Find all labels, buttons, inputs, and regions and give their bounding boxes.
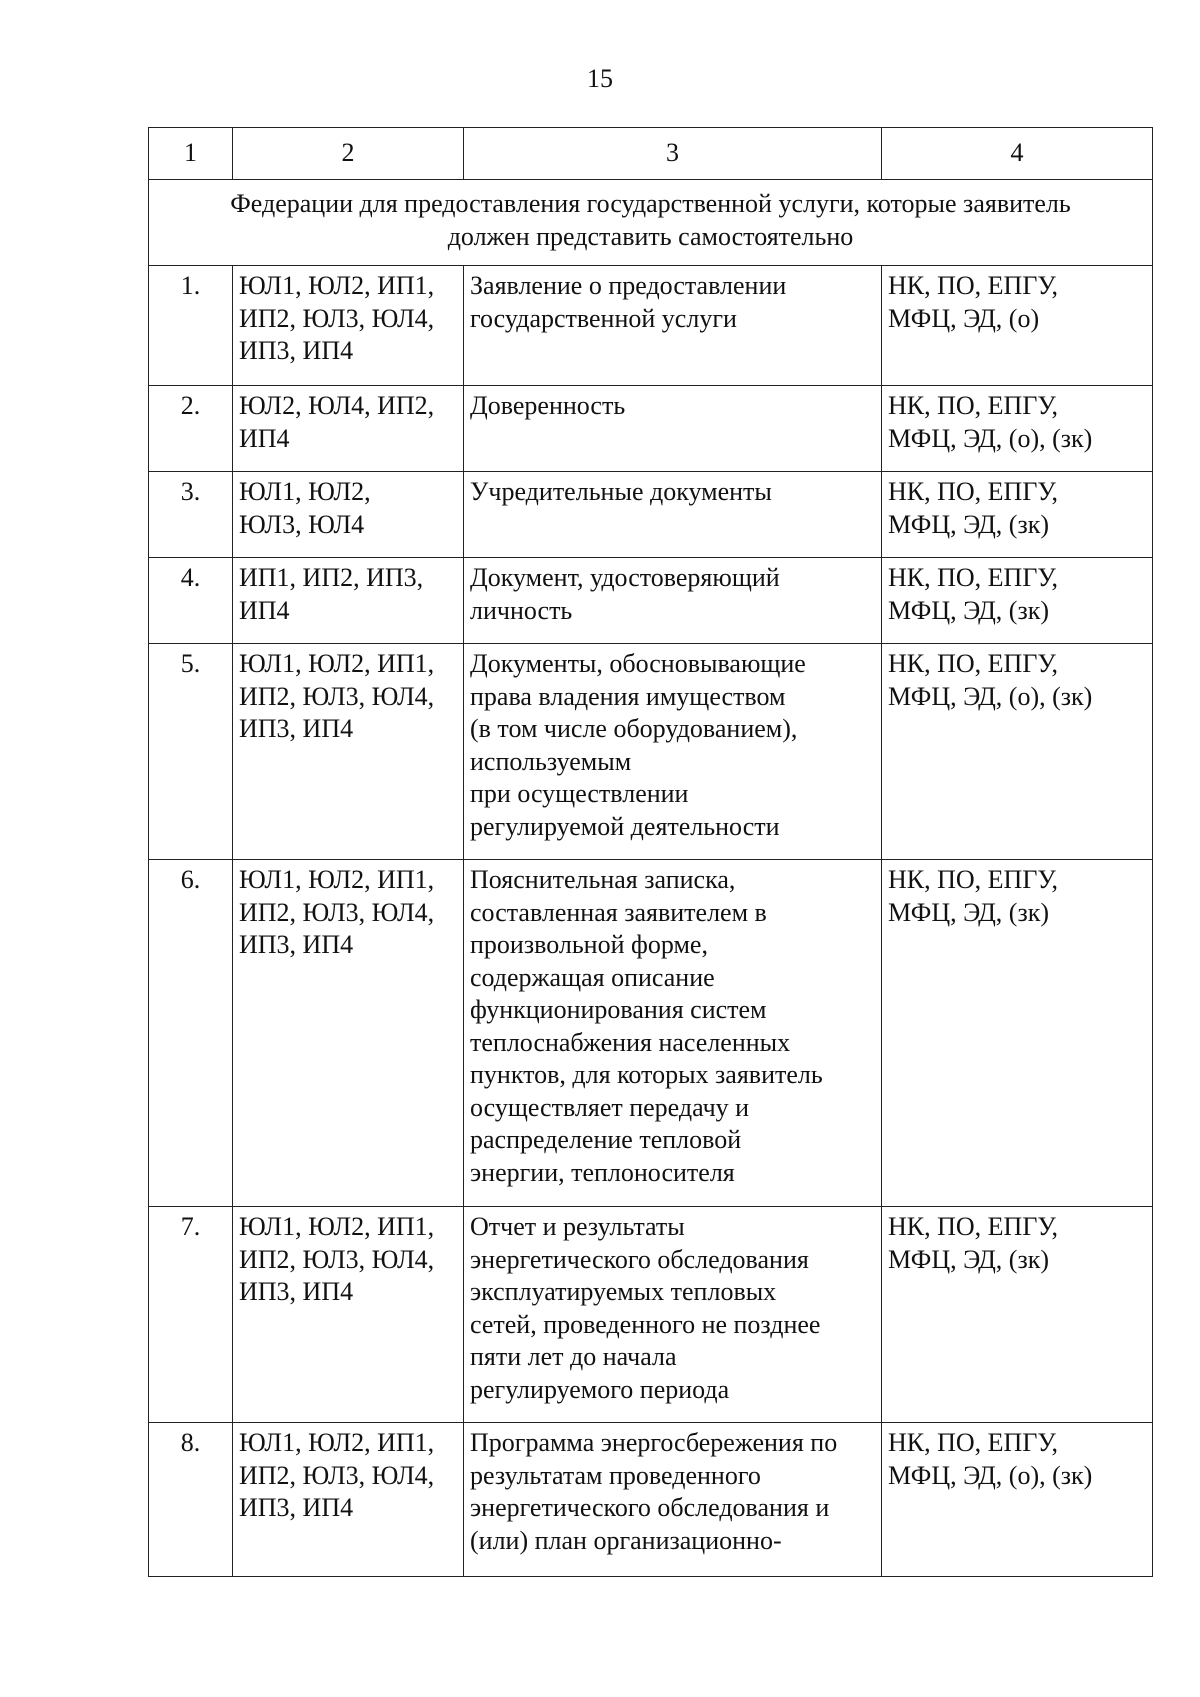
section-heading-row: [149, 180, 1153, 266]
table-row: [149, 644, 1153, 860]
applicant-categories: ИП1, ИП2, ИП3, ИП4: [233, 558, 464, 644]
table-row: [149, 860, 1153, 1207]
column-number-row: [149, 128, 1153, 180]
submission-methods: НК, ПО, ЕПГУ, МФЦ, ЭД, (о), (зк): [882, 386, 1153, 472]
row-number: 1.: [149, 266, 233, 386]
document-name: Программа энергосбережения по результатам проведенного энергетического обследования и (или) план организационно-: [464, 1423, 882, 1577]
document-name: Пояснительная записка, составленная заявителем в произвольной форме, содержащая описание функционирования систем теплоснабжения населенных пунктов, для которых заявитель осуществляет передачу и распределение тепловой энергии, теплоносителя: [464, 860, 882, 1207]
submission-methods: НК, ПО, ЕПГУ, МФЦ, ЭД, (зк): [882, 860, 1153, 1207]
applicant-categories: ЮЛ1, ЮЛ2, ИП1, ИП2, ЮЛ3, ЮЛ4, ИП3, ИП4: [233, 644, 464, 860]
row-number: 2.: [149, 386, 233, 472]
submission-methods: НК, ПО, ЕПГУ, МФЦ, ЭД, (зк): [882, 558, 1153, 644]
applicant-categories: ЮЛ1, ЮЛ2, ЮЛ3, ЮЛ4: [233, 472, 464, 558]
column-number-3: 3: [464, 128, 882, 180]
table-row: [149, 266, 1153, 386]
document-name: Учредительные документы: [464, 472, 882, 558]
document-name: Заявление о предоставлении государственной услуги: [464, 266, 882, 386]
row-number: 7.: [149, 1207, 233, 1423]
table-row: [149, 386, 1153, 472]
submission-methods: НК, ПО, ЕПГУ, МФЦ, ЭД, (зк): [882, 472, 1153, 558]
page-number: 15: [587, 64, 613, 93]
document-name: Отчет и результаты энергетического обследования эксплуатируемых тепловых сетей, проведенного не позднее пяти лет до начала регулируемого периода: [464, 1207, 882, 1423]
submission-methods: НК, ПО, ЕПГУ, МФЦ, ЭД, (зк): [882, 1207, 1153, 1423]
row-number: 6.: [149, 860, 233, 1207]
row-number: 5.: [149, 644, 233, 860]
table-row: [149, 1207, 1153, 1423]
document-name: Документы, обосновывающие права владения имуществом (в том числе оборудованием), используемым при осуществлении регулируемой деятельности: [464, 644, 882, 860]
table-row: [149, 558, 1153, 644]
document-name: Документ, удостоверяющий личность: [464, 558, 882, 644]
applicant-categories: ЮЛ1, ЮЛ2, ИП1, ИП2, ЮЛ3, ЮЛ4, ИП3, ИП4: [233, 1423, 464, 1577]
submission-methods: НК, ПО, ЕПГУ, МФЦ, ЭД, (о), (зк): [882, 1423, 1153, 1577]
section-heading: Федерации для предоставления государственной услуги, которые заявитель должен представить самостоятельно: [149, 180, 1153, 266]
table-row: [149, 1423, 1153, 1577]
row-number: 8.: [149, 1423, 233, 1577]
document-name: Доверенность: [464, 386, 882, 472]
applicant-categories: ЮЛ1, ЮЛ2, ИП1, ИП2, ЮЛ3, ЮЛ4, ИП3, ИП4: [233, 860, 464, 1207]
column-number-2: 2: [233, 128, 464, 180]
documents-table: [148, 127, 1153, 1577]
applicant-categories: ЮЛ1, ЮЛ2, ИП1, ИП2, ЮЛ3, ЮЛ4, ИП3, ИП4: [233, 266, 464, 386]
table-row: [149, 472, 1153, 558]
row-number: 4.: [149, 558, 233, 644]
column-number-1: 1: [149, 128, 233, 180]
column-number-4: 4: [882, 128, 1153, 180]
submission-methods: НК, ПО, ЕПГУ, МФЦ, ЭД, (о), (зк): [882, 644, 1153, 860]
applicant-categories: ЮЛ1, ЮЛ2, ИП1, ИП2, ЮЛ3, ЮЛ4, ИП3, ИП4: [233, 1207, 464, 1423]
row-number: 3.: [149, 472, 233, 558]
applicant-categories: ЮЛ2, ЮЛ4, ИП2, ИП4: [233, 386, 464, 472]
submission-methods: НК, ПО, ЕПГУ, МФЦ, ЭД, (о): [882, 266, 1153, 386]
